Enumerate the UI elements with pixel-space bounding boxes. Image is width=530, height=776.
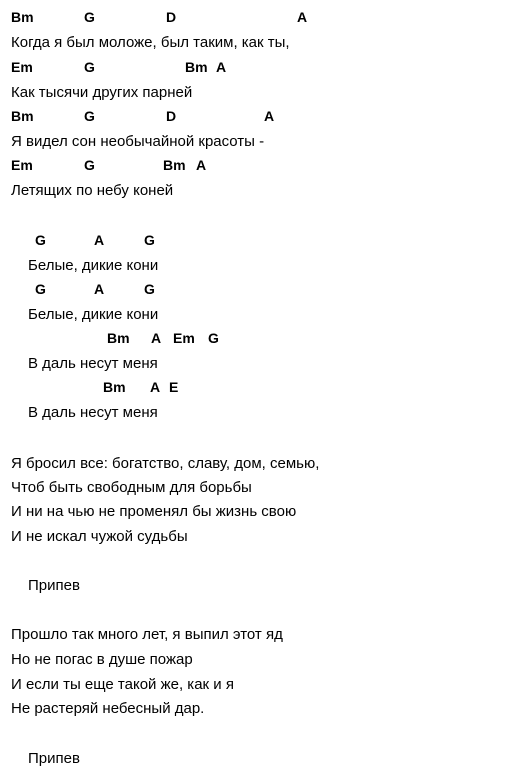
chord: A — [264, 108, 275, 124]
chord: A — [151, 330, 162, 346]
chord: G — [84, 157, 95, 173]
lyric-line: В даль несут меня — [28, 355, 158, 372]
lyric-line: Чтоб быть свободным для борьбы — [11, 479, 252, 496]
chord-line — [0, 157, 530, 177]
chord: Bm — [107, 330, 130, 346]
lyric-line: И ни на чью не променял бы жизнь свою — [11, 503, 297, 520]
chord: D — [166, 108, 177, 124]
chord: G — [208, 330, 219, 346]
lyric-line: Я бросил все: богатство, славу, дом, семью, — [11, 455, 320, 472]
chord: G — [35, 281, 46, 297]
chord-line — [0, 281, 530, 301]
chord: A — [94, 281, 105, 297]
chord: Bm — [163, 157, 186, 173]
chord: Bm — [11, 108, 34, 124]
lyric-line: Но не погас в душе пожар — [11, 651, 193, 668]
lyric-line: Летящих по небу коней — [11, 182, 174, 199]
chord: G — [84, 59, 95, 75]
lyric-line: Белые, дикие кони — [28, 257, 159, 274]
chord-line — [0, 9, 530, 29]
chord-line — [0, 330, 530, 350]
chord-line — [0, 108, 530, 128]
lyric-line: И если ты еще такой же, как и я — [11, 676, 234, 693]
lyric-line: Белые, дикие кони — [28, 306, 159, 323]
chord: G — [144, 281, 155, 297]
chord: A — [297, 9, 308, 25]
refrain-marker: Припев — [28, 750, 80, 767]
chord-line — [0, 232, 530, 252]
chord: A — [216, 59, 227, 75]
lyric-line: Не растеряй небесный дар. — [11, 700, 205, 717]
chord: Bm — [185, 59, 208, 75]
chord: E — [169, 379, 179, 395]
chord-line — [0, 59, 530, 79]
chord-line — [0, 379, 530, 399]
chord: Bm — [103, 379, 126, 395]
lyric-line: Когда я был моложе, был таким, как ты, — [11, 34, 290, 51]
refrain-marker: Припев — [28, 577, 80, 594]
chord: A — [196, 157, 207, 173]
lyric-line: В даль несут меня — [28, 404, 158, 421]
chord: Bm — [11, 9, 34, 25]
lyric-line: Прошло так много лет, я выпил этот яд — [11, 626, 283, 643]
lyric-line: И не искал чужой судьбы — [11, 528, 188, 545]
chord: G — [144, 232, 155, 248]
chord: D — [166, 9, 177, 25]
chord: A — [94, 232, 105, 248]
chord: Em — [11, 157, 33, 173]
chord: A — [150, 379, 161, 395]
chord: G — [35, 232, 46, 248]
chord: Em — [173, 330, 195, 346]
chord: G — [84, 9, 95, 25]
lyric-line: Как тысячи других парней — [11, 84, 193, 101]
chord: G — [84, 108, 95, 124]
lyric-line: Я видел сон необычайной красоты - — [11, 133, 265, 150]
chord: Em — [11, 59, 33, 75]
